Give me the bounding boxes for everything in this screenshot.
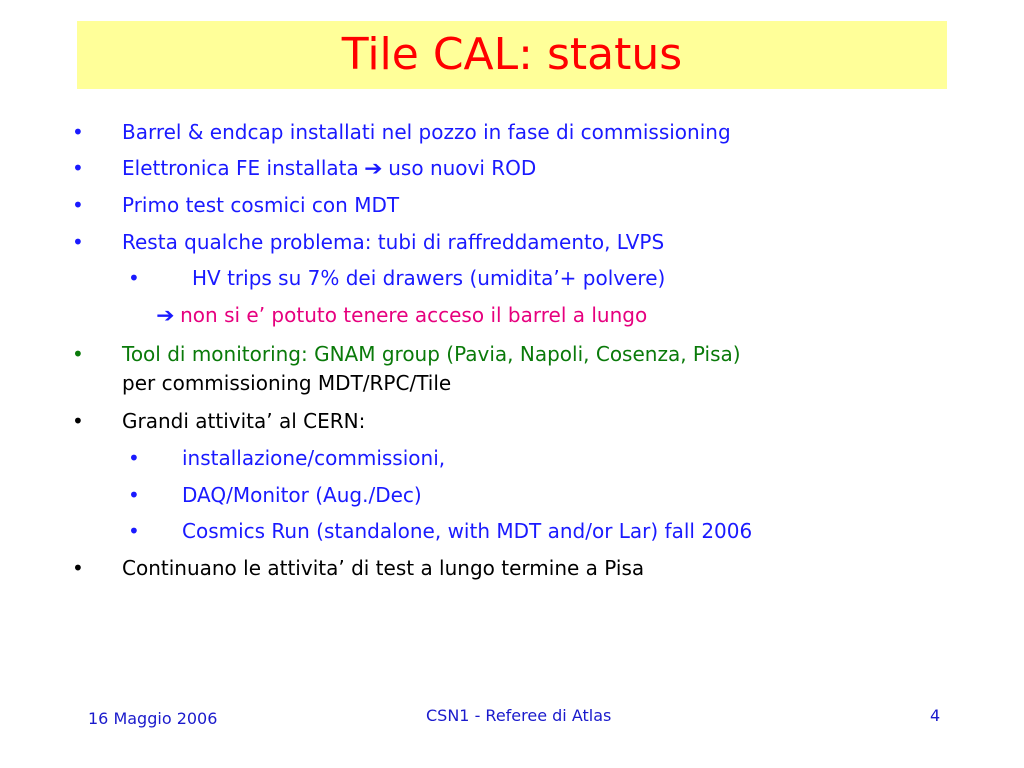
- bullet-6-sub-3-marker: •: [128, 519, 140, 543]
- right-arrow-icon: ➔: [364, 156, 383, 180]
- bullet-3-marker: •: [72, 193, 84, 217]
- bullet-1-text: Barrel & endcap installati nel pozzo in fase di commissioning: [122, 120, 731, 144]
- bullet-6-sub-2-marker: •: [128, 483, 140, 507]
- footer-title: CSN1 - Referee di Atlas: [426, 706, 612, 725]
- bullet-6-sub-1-marker: •: [128, 446, 140, 470]
- footer-page-number: 4: [930, 706, 941, 725]
- bullet-6-sub-2-text: DAQ/Monitor (Aug./Dec): [182, 483, 422, 507]
- bullet-6-text: Grandi attivita’ al CERN:: [122, 409, 366, 433]
- bullet-7-text: Continuano le attivita’ di test a lungo termine a Pisa: [122, 556, 645, 580]
- bullet-3-text: Primo test cosmici con MDT: [122, 193, 400, 217]
- bullet-6-sub-1-text: installazione/commissioni,: [182, 446, 446, 470]
- bullet-5-marker: •: [72, 342, 84, 366]
- title-banner: [77, 21, 947, 89]
- bullet-4-consequence-text: non si e’ potuto tenere acceso il barrel a lungo: [180, 303, 648, 327]
- bullet-4-sub-text: HV trips su 7% dei drawers (umidita’+ polvere): [192, 266, 666, 290]
- footer-date: 16 Maggio 2006: [88, 709, 218, 728]
- bullet-5-text: Tool di monitoring: GNAM group (Pavia, Napoli, Cosenza, Pisa): [122, 342, 741, 366]
- bullet-2-marker: •: [72, 156, 84, 180]
- bullet-4-sub-marker: •: [128, 266, 140, 290]
- bullet-2-line: [122, 156, 536, 180]
- right-arrow-icon: ➔: [156, 303, 175, 327]
- bullet-5-continuation: per commissioning MDT/RPC/Tile: [122, 371, 452, 395]
- bullet-6-sub-3-text: Cosmics Run (standalone, with MDT and/or Lar) fall 2006: [182, 519, 753, 543]
- bullet-4-text: Resta qualche problema: tubi di raffreddamento, LVPS: [122, 230, 665, 254]
- bullet-4-marker: •: [72, 230, 84, 254]
- slide-title: Tile CAL: status: [341, 29, 683, 80]
- bullet-1-marker: •: [72, 120, 84, 144]
- bullet-2-result: uso nuovi ROD: [388, 156, 537, 180]
- bullet-4-consequence-line: [157, 303, 647, 327]
- bullet-2-text: Elettronica FE installata: [122, 156, 359, 180]
- bullet-7-marker: •: [72, 556, 84, 580]
- bullet-6-marker: •: [72, 409, 84, 433]
